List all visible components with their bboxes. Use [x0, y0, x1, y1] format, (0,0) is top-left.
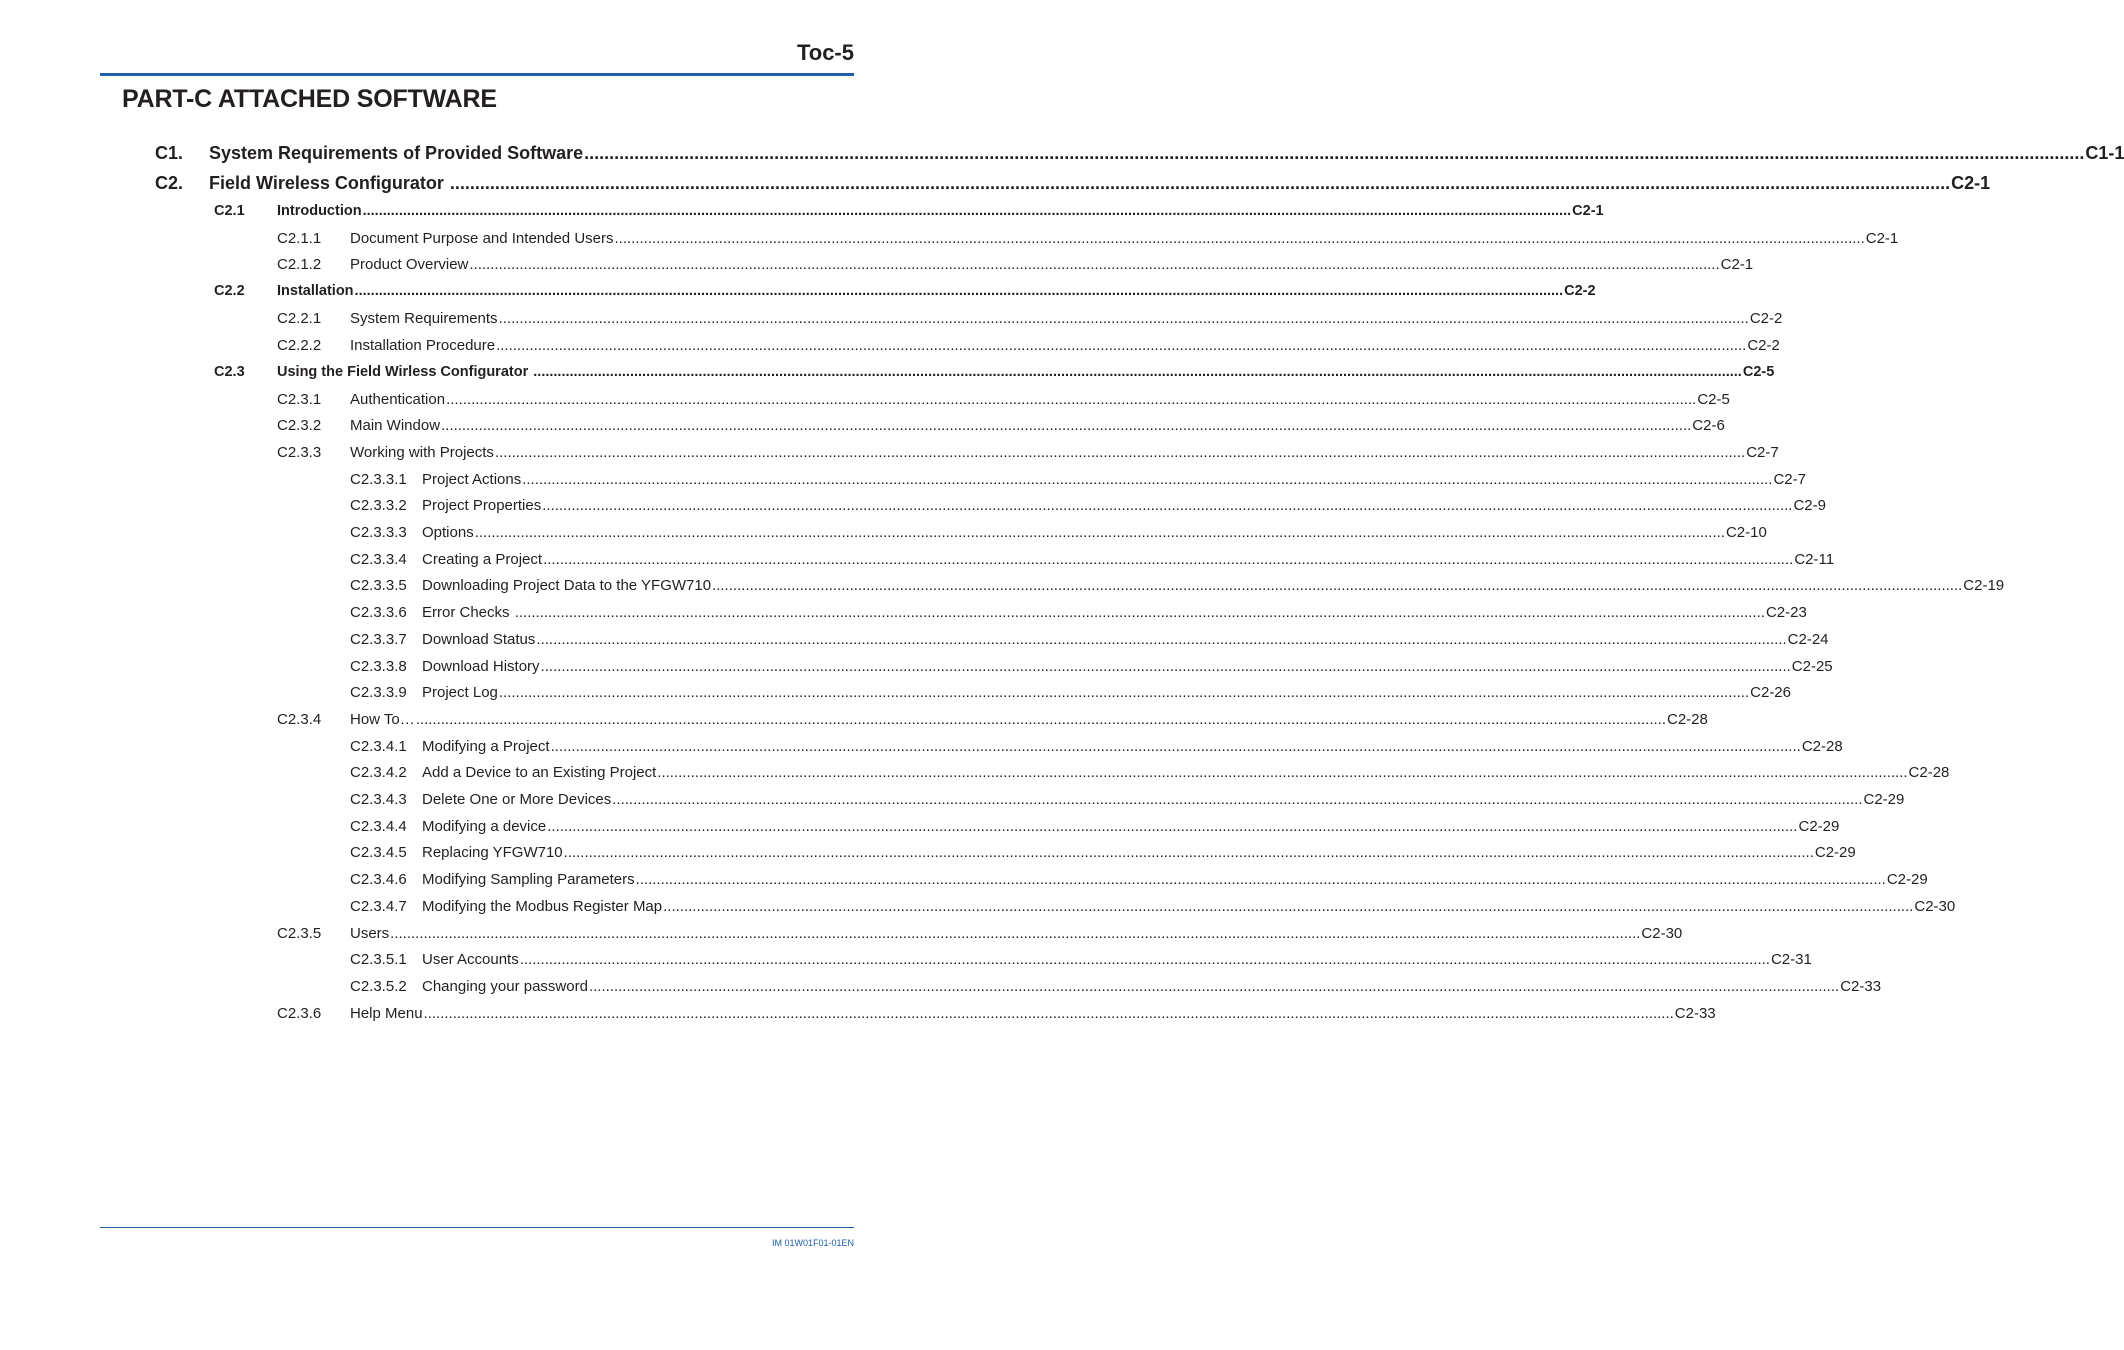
toc-entry-page: C2-26: [1750, 684, 1791, 702]
toc-leader-dots: [615, 230, 1865, 247]
toc-leader-dots: [499, 684, 1749, 701]
toc-entry-title: Installation Procedure: [350, 336, 496, 354]
toc-entry-number: C2.3.5.2: [350, 977, 407, 995]
toc-entry-number: C2.1: [214, 203, 245, 219]
toc-entry[interactable]: [350, 550, 1835, 571]
part-title: PART-C ATTACHED SOFTWARE: [122, 85, 497, 113]
toc-entry-title: Authentication: [350, 390, 446, 408]
toc-entry-number: C2.3.5.1: [350, 951, 407, 969]
toc-entry[interactable]: [277, 390, 1730, 411]
toc-entry-page: C2-23: [1765, 604, 1807, 622]
toc-leader-dots: [636, 871, 1886, 888]
toc-entry-number: C2.3.1: [277, 390, 322, 408]
toc-entry-number: C2.3.3.9: [350, 684, 407, 702]
toc-entry-page: C2-30: [1914, 897, 1956, 915]
toc-leader-dots: [541, 658, 1791, 675]
footer-rule: [100, 1227, 854, 1228]
toc-leader-dots: [520, 951, 1770, 968]
toc-leader-dots: [450, 173, 1950, 194]
toc-entry-title: Project Actions: [422, 470, 522, 488]
toc-leader-dots: [390, 925, 1640, 942]
toc-entry-page: C2-11: [1794, 550, 1835, 568]
toc-entry-title: Replacing YFGW710: [422, 844, 563, 862]
toc-entry[interactable]: [350, 977, 1882, 998]
toc-entry-number: C2.3.3.5: [350, 577, 407, 595]
toc-leader-dots: [515, 604, 1765, 621]
toc-entry-number: C2.3.3.1: [350, 470, 407, 488]
toc-entry[interactable]: [350, 871, 1928, 891]
toc-entry-page: C2-28: [1667, 710, 1708, 728]
toc-entry[interactable]: [277, 924, 1683, 945]
toc-entry-page: C2-30: [1641, 924, 1683, 942]
toc-entry-title: Download Status: [422, 630, 536, 648]
toc-leader-dots: [584, 143, 2084, 164]
toc-entry-page: C2-2: [1749, 310, 1783, 328]
toc-entry-title: System Requirements of Provided Software: [209, 143, 584, 163]
toc-entry-page: C2-9: [1793, 497, 1826, 515]
toc-leader-dots: [536, 631, 1786, 648]
toc-entry-page: C2-7: [1773, 470, 1806, 488]
toc-entry-title: Installation: [277, 283, 354, 300]
toc-entry[interactable]: [350, 497, 1826, 517]
toc-entry-number: C2.3.3.4: [350, 550, 407, 568]
toc-entry-number: C1.: [155, 143, 184, 163]
toc-leader-dots: [469, 256, 1719, 273]
toc-entry[interactable]: [155, 173, 1991, 197]
toc-entry-title: Users: [350, 924, 390, 942]
toc-entry-page: C2-29: [1814, 844, 1856, 862]
toc-entry-page: C2-2: [1564, 283, 1596, 300]
toc-leader-dots: [446, 391, 1696, 408]
toc-entry-title: Introduction: [277, 203, 362, 219]
toc-entry-title: Options: [422, 524, 474, 541]
toc-entry[interactable]: [350, 684, 1791, 704]
toc-entry-number: C2.3.4.1: [350, 737, 407, 755]
toc-entry[interactable]: [277, 1004, 1716, 1025]
toc-entry[interactable]: [350, 791, 1905, 811]
toc-entry-page: C2-1: [1720, 256, 1754, 274]
toc-entry-number: C2.3.4.6: [350, 871, 407, 889]
toc-entry-title: Add a Device to an Existing Project: [422, 764, 657, 782]
toc-leader-dots: [564, 844, 1814, 861]
toc-entry-title: Modifying a device: [422, 817, 547, 835]
toc-entry-number: C2.3.4.5: [350, 844, 407, 862]
toc-entry-number: C2.3.4.7: [350, 897, 407, 915]
toc-entry-page: C2-28: [1801, 737, 1843, 755]
toc-entry[interactable]: [350, 737, 1843, 758]
toc-entry[interactable]: [350, 764, 1950, 784]
toc-entry-title: How To…: [350, 710, 415, 728]
toc-entry-number: C2.2.1: [277, 310, 322, 328]
toc-entry-title: Downloading Project Data to the YFGW710: [422, 577, 712, 595]
toc-entry-page: C2-6: [1692, 417, 1725, 435]
toc-entry-page: C2-24: [1787, 630, 1829, 648]
toc-entry-number: C2.3: [214, 363, 245, 380]
toc-leader-dots: [657, 764, 1907, 781]
toc-entry[interactable]: [277, 336, 1780, 357]
toc-entry-title: Document Purpose and Intended Users: [350, 229, 614, 247]
toc-entry-title: Delete One or More Devices: [422, 791, 612, 808]
toc-leader-dots: [551, 738, 1801, 755]
toc-entry-page: C2-31: [1770, 951, 1812, 969]
toc-entry-page: C2-29: [1863, 791, 1905, 808]
toc-entry-number: C2.3.2: [277, 417, 322, 435]
toc-entry-number: C2.3.4: [277, 710, 322, 728]
toc-entry-page: C2-1: [1951, 173, 1991, 193]
toc-entry-title: Field Wireless Configurator: [209, 173, 449, 193]
toc-entry-title: Modifying the Modbus Register Map: [422, 897, 663, 915]
toc-leader-dots: [663, 898, 1913, 915]
toc-entry[interactable]: [350, 630, 1829, 651]
toc-leader-dots: [496, 337, 1746, 354]
toc-entry-number: C2.3.4.3: [350, 791, 407, 808]
toc-entry[interactable]: [277, 710, 1708, 731]
toc-entry-title: Download History: [422, 657, 540, 675]
toc-entry-title: User Accounts: [422, 951, 519, 969]
toc-entry-title: Project Log: [422, 684, 498, 702]
toc-entry[interactable]: [214, 363, 1775, 384]
toc-entry-page: C2-2: [1747, 336, 1780, 354]
toc-entry-page: C2-33: [1674, 1004, 1716, 1022]
toc-entry[interactable]: [277, 256, 1754, 276]
toc-leader-dots: [589, 978, 1839, 995]
toc-entry-page: C2-5: [1697, 390, 1730, 408]
toc-leader-dots: [712, 577, 1962, 594]
toc-leader-dots: [416, 711, 1666, 728]
toc-entry[interactable]: [214, 203, 1604, 223]
toc-entry-title: Project Properties: [422, 497, 542, 515]
toc-leader-dots: [495, 444, 1745, 461]
toc-entry[interactable]: [350, 657, 1833, 678]
toc-entry-number: C2.3.3.2: [350, 497, 407, 515]
toc-entry[interactable]: [350, 897, 1956, 918]
toc-leader-dots: [441, 417, 1691, 434]
toc-entry-page: C2-1: [1572, 203, 1604, 219]
toc-entry-number: C2.3.4.4: [350, 817, 407, 835]
toc-entry-number: C2.3.6: [277, 1004, 322, 1022]
toc-entry-page: C2-19: [1963, 577, 2005, 595]
toc-entry-number: C2.3.3.6: [350, 604, 407, 622]
toc-entry-title: Using the Field Wirless Configurator: [277, 363, 533, 380]
toc-leader-dots: [363, 203, 1572, 219]
toc-entry-number: C2.: [155, 173, 184, 193]
toc-entry-page: C2-1: [1865, 229, 1899, 247]
toc-entry-number: C2.2.2: [277, 336, 322, 354]
toc-entry-title: Working with Projects: [350, 443, 494, 461]
toc-entry-page: C2-10: [1725, 524, 1767, 541]
toc-entry[interactable]: [350, 470, 1806, 491]
toc-entry[interactable]: [350, 817, 1840, 838]
toc-entry[interactable]: [277, 310, 1783, 330]
toc-leader-dots: [543, 551, 1793, 568]
toc-entry[interactable]: [155, 143, 2124, 167]
toc-entry[interactable]: [277, 443, 1779, 464]
toc-entry[interactable]: [350, 577, 2005, 597]
toc-entry-page: C2-33: [1840, 977, 1882, 995]
toc-entry[interactable]: [350, 844, 1856, 864]
toc-entry-title: Error Checks: [422, 604, 514, 622]
toc-entry-page: C1-1: [2085, 143, 2124, 163]
toc-entry-page: C2-29: [1798, 817, 1840, 835]
toc-entry[interactable]: [350, 524, 1767, 544]
toc-entry-number: C2.3.3.7: [350, 630, 407, 648]
toc-entry[interactable]: [277, 229, 1899, 250]
toc-entry-title: Modifying a Project: [422, 737, 550, 755]
document-id: IM 01W01F01-01EN: [771, 1238, 854, 1248]
toc-entry-page: C2-28: [1908, 764, 1950, 782]
toc-entry[interactable]: [277, 417, 1725, 437]
toc-leader-dots: [533, 364, 1742, 380]
toc-entry-title: System Requirements: [350, 310, 498, 328]
toc-entry-number: C2.3.3.8: [350, 657, 407, 675]
toc-entry-number: C2.3.5: [277, 924, 322, 942]
toc-entry-number: C2.1.2: [277, 256, 322, 274]
toc-entry-page: C2-25: [1791, 657, 1833, 675]
toc-entry[interactable]: [350, 604, 1807, 624]
toc-entry-page: C2-29: [1886, 871, 1928, 889]
toc-entry-number: C2.3.4.2: [350, 764, 407, 782]
toc-entry-title: Changing your password: [422, 977, 588, 995]
toc-leader-dots: [355, 283, 1564, 299]
page-label: Toc-5: [796, 40, 854, 65]
toc-entry-title: Help Menu: [350, 1004, 423, 1022]
toc-entry-number: C2.3.3.3: [350, 524, 407, 541]
toc-leader-dots: [612, 791, 1862, 808]
toc-entry-title: Product Overview: [350, 256, 469, 274]
toc-entry-title: Modifying Sampling Parameters: [422, 871, 635, 889]
toc-entry-page: C2-5: [1742, 363, 1775, 380]
toc-leader-dots: [547, 818, 1797, 835]
toc-entry-number: C2.3.3: [277, 443, 322, 461]
toc-entry-title: Main Window: [350, 417, 441, 435]
toc-entry[interactable]: [350, 951, 1812, 971]
toc-leader-dots: [424, 1005, 1674, 1022]
toc-entry-number: C2.2: [214, 283, 245, 300]
toc-entry-number: C2.1.1: [277, 229, 322, 247]
toc-leader-dots: [542, 497, 1792, 514]
toc-leader-dots: [475, 524, 1725, 541]
toc-entry[interactable]: [214, 283, 1596, 303]
toc-leader-dots: [499, 310, 1749, 327]
toc-entry-title: Creating a Project: [422, 550, 543, 568]
toc-entry-page: C2-7: [1746, 443, 1779, 461]
toc-leader-dots: [522, 471, 1772, 488]
